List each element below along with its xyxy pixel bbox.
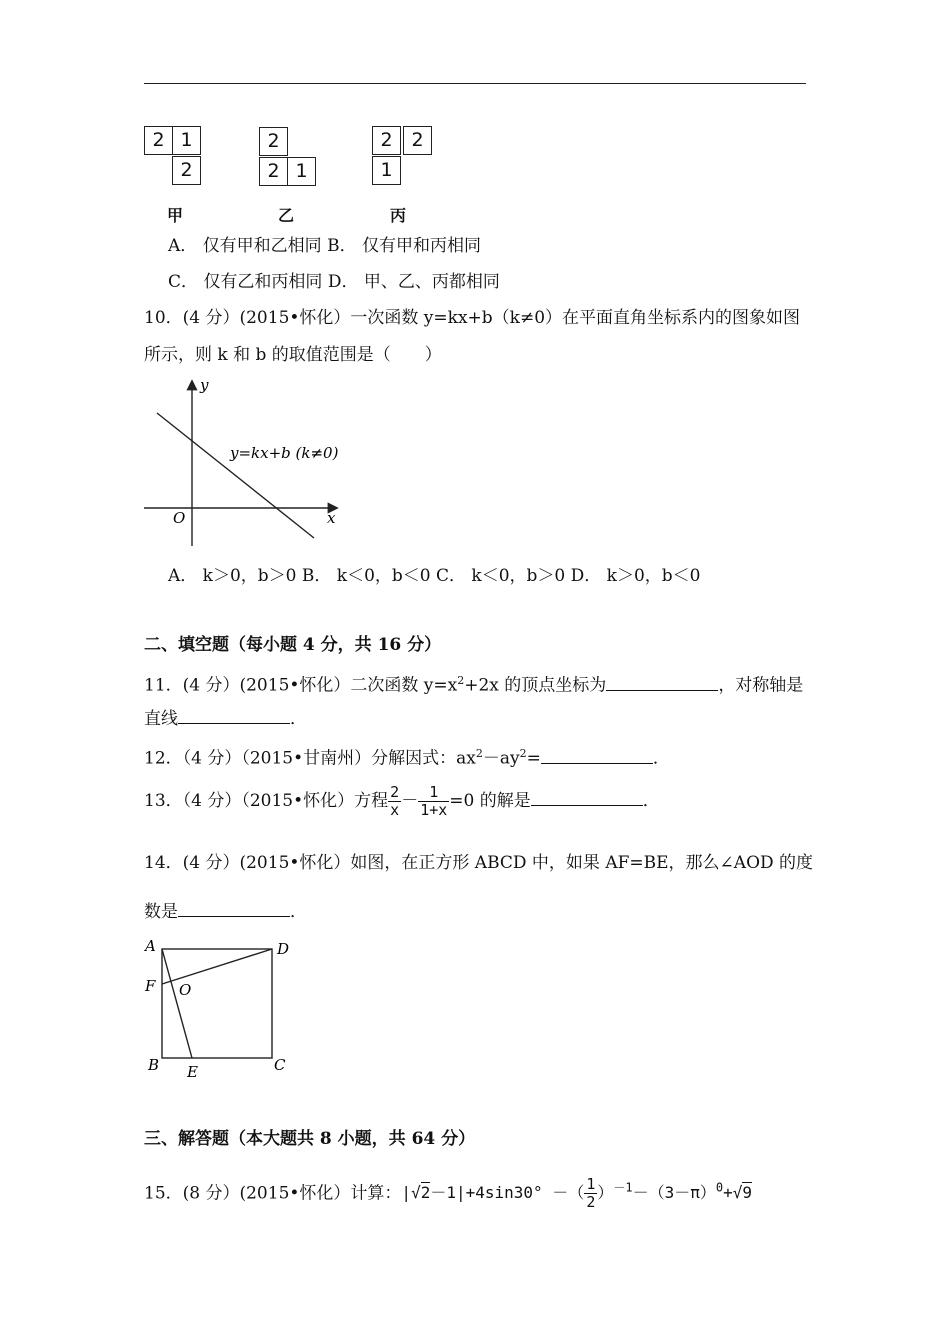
q13-text-2: =0 的解是 — [449, 791, 531, 811]
q11-text-2: +2x 的顶点坐标为 — [464, 675, 607, 696]
q15-part-c: ） — [597, 1183, 614, 1203]
q15-half — [584, 1176, 597, 1211]
q10-graph — [140, 376, 350, 551]
label-e: E — [187, 1063, 198, 1081]
label-c: C — [274, 1056, 286, 1074]
sqrt-icon: √ — [411, 1183, 421, 1203]
cell-bing-3: 1 — [372, 156, 401, 185]
segment-fd — [162, 949, 272, 984]
q14-text-2: 数是 — [144, 902, 178, 922]
q10-stem-2: 所示，则 k 和 b 的取值范围是（ ） — [144, 345, 442, 365]
q13-minus: － — [401, 791, 419, 811]
y-axis-label: y — [200, 376, 209, 394]
q14-end: ． — [290, 902, 307, 922]
section-2-heading: 二、填空题（每小题 4 分，共 16 分） — [144, 635, 442, 655]
label-f: F — [145, 977, 156, 995]
q11-sup: 2 — [457, 674, 465, 687]
q11-text-1: 11．(4 分）(2015•怀化）二次函数 y=x — [144, 675, 458, 696]
cell-jia-2: 1 — [172, 126, 201, 155]
q12-text-1: 12．（4 分）（2015•甘南州）分解因式：ax — [144, 748, 476, 769]
q13-fraction-1 — [388, 784, 401, 819]
q14-line-2 — [144, 900, 307, 923]
cell-jia-1: 2 — [144, 126, 173, 155]
label-a: A — [145, 937, 156, 955]
q13-frac1-den: x — [390, 801, 400, 819]
q12-end: ． — [652, 748, 670, 769]
cell-yi-2: 2 — [259, 157, 288, 186]
q15-line — [144, 1168, 752, 1213]
q15-abs-open: | — [401, 1183, 412, 1203]
origin-label: O — [173, 509, 186, 527]
q15-expr — [401, 1175, 753, 1212]
q11-text-3: ，对称轴是 — [718, 675, 804, 696]
q13-fraction-2 — [418, 784, 449, 819]
q15-root-1: 2 — [420, 1183, 431, 1203]
q11-end: ． — [290, 709, 307, 729]
q15-exp-2: 0 — [715, 1181, 724, 1195]
q15-part-e: + — [723, 1183, 733, 1203]
label-b: B — [148, 1056, 160, 1074]
view-yi — [259, 127, 329, 191]
section-3-heading: 三、解答题（本大题共 8 小题，共 64 分） — [144, 1129, 476, 1149]
q13-frac1-num: 2 — [390, 783, 400, 801]
q15-part-d: －（3－π） — [632, 1183, 716, 1203]
q14-stem-1: 14．(4 分）(2015•怀化）如图，在正方形 ABCD 中，如果 AF=BE，那么∠AOD 的度 — [144, 853, 814, 873]
q14-square-figure — [140, 936, 300, 1086]
q12-blank[interactable] — [541, 747, 653, 764]
q15-exp-1: －1 — [613, 1181, 633, 1195]
view-label-jia: 甲 — [167, 206, 184, 225]
q15-half-num: 1 — [586, 1175, 596, 1194]
view-bing — [372, 126, 442, 190]
q15-prefix: 15．(8 分）(2015•怀化）计算： — [144, 1183, 402, 1204]
q13-text-1: 13．（4 分）（2015•怀化）方程 — [144, 791, 389, 811]
q9-options-1: A． 仅有甲和乙相同 B． 仅有甲和丙相同 — [168, 236, 481, 256]
view-jia — [144, 126, 214, 190]
q9-options-2: C． 仅有乙和丙相同 D． 甲、乙、丙都相同 — [168, 272, 500, 292]
q13-line — [144, 781, 660, 821]
q11-line-2 — [144, 707, 307, 730]
cell-bing-2: 2 — [403, 126, 432, 155]
segment-ae — [162, 949, 192, 1058]
function-label: y=kx+b (k≠0) — [230, 444, 339, 462]
q12-text-2: －ay — [482, 748, 520, 769]
square-abcd — [162, 949, 272, 1058]
q12-sup-1: 2 — [475, 747, 483, 760]
q13-frac2-num: 1 — [418, 784, 449, 802]
q10-stem-1: 10．(4 分）(2015•怀化）一次函数 y=kx+b（k≠0）在平面直角坐标系内的图象如图 — [144, 308, 801, 328]
view-label-yi: 乙 — [278, 206, 295, 225]
label-o: O — [179, 981, 192, 999]
label-d: D — [277, 940, 290, 958]
q15-half-den: 2 — [586, 1193, 596, 1212]
q11-blank-1[interactable] — [606, 674, 718, 691]
q11-line-1 — [144, 670, 803, 697]
q13-frac2-den: 1+x — [420, 801, 448, 819]
q11-blank-2[interactable] — [178, 707, 290, 724]
cell-yi-1: 2 — [259, 127, 288, 156]
q12-line — [144, 743, 670, 770]
q15-root-2: 9 — [742, 1183, 753, 1203]
q12-sup-2: 2 — [519, 747, 527, 760]
q13-end: ． — [642, 791, 660, 811]
sqrt-icon: √ — [732, 1183, 743, 1203]
cell-yi-3: 1 — [287, 157, 316, 186]
q14-blank[interactable] — [178, 900, 290, 917]
q13-blank[interactable] — [531, 789, 643, 806]
x-axis-label: x — [327, 509, 336, 527]
view-label-bing: 丙 — [390, 206, 407, 225]
q11-text-4: 直线 — [144, 709, 178, 729]
header-rule — [144, 83, 806, 84]
cell-jia-3: 2 — [172, 156, 201, 185]
q15-part-b: －1|+4sin30° －（ — [430, 1183, 585, 1203]
q10-options: A． k＞0，b＞0 B． k＜0，b＜0 C． k＜0，b＞0 D． k＞0，b＜0 — [168, 566, 701, 586]
q12-text-3: = — [526, 748, 541, 769]
cell-bing-1: 2 — [372, 126, 401, 155]
